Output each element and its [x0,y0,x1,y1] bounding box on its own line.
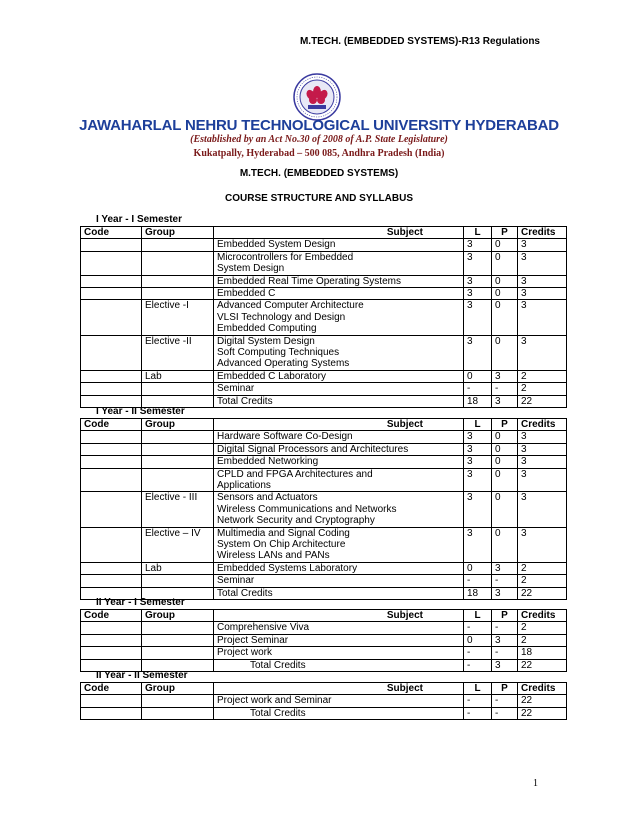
cell-code [81,575,142,587]
table-row [81,622,567,634]
col-l: L [464,419,492,431]
cell-subject: Multimedia and Signal Coding System On Chip Architecture Wireless LANs and PANs [214,527,464,562]
university-name: JAWAHARLAL NEHRU TECHNOLOGICAL UNIVERSITY HYDERABAD [79,117,559,134]
cell-code [81,695,142,707]
cell-credits: 3 [518,275,567,287]
cell-l: 0 [464,562,492,574]
cell-credits: 3 [518,527,567,562]
cell-group [142,468,214,492]
cell-subject: Digital System Design Soft Computing Techniques Advanced Operating Systems [214,335,464,370]
cell-subject: Project work [214,647,464,659]
cell-p: 0 [492,456,518,468]
table-row [81,370,567,382]
cell-code [81,456,142,468]
cell-group [142,695,214,707]
col-credits: Credits [518,419,567,431]
university-seal-logo [292,72,342,122]
cell-credits: 22 [518,395,567,407]
cell-subject: Advanced Computer Architecture VLSI Technology and Design Embedded Computing [214,300,464,335]
cell-group [142,443,214,455]
semester-heading: I Year - II Semester [96,406,185,417]
program-title: M.TECH. (EMBEDDED SYSTEMS) [239,168,399,179]
table-row [81,492,567,527]
cell-group [142,456,214,468]
cell-credits: 3 [518,239,567,251]
cell-code [81,527,142,562]
table-row [81,634,567,646]
cell-p: 3 [492,562,518,574]
cell-l: 18 [464,395,492,407]
cell-group: Elective – IV [142,527,214,562]
semester-heading: I Year - I Semester [96,214,182,225]
cell-l: 0 [464,370,492,382]
cell-group: Elective - III [142,492,214,527]
col-group: Group [142,419,214,431]
cell-code [81,288,142,300]
semester-1-section [80,214,556,408]
cell-credits: 22 [518,695,567,707]
cell-code [81,431,142,443]
cell-group: Elective -II [142,335,214,370]
cell-group [142,383,214,395]
cell-credits: 2 [518,370,567,382]
cell-credits: 3 [518,492,567,527]
col-subject: Subject [214,683,464,695]
cell-subject: Embedded Systems Laboratory [214,562,464,574]
table-row [81,300,567,335]
cell-p: - [492,622,518,634]
semester-2-table [80,418,567,600]
cell-p: 3 [492,659,518,671]
cell-p: 0 [492,431,518,443]
col-p: P [492,419,518,431]
cell-code [81,335,142,370]
cell-subject: Digital Signal Processors and Architectures [214,443,464,455]
cell-p: 3 [492,395,518,407]
cell-l: - [464,622,492,634]
cell-subject: Seminar [214,383,464,395]
cell-code [81,707,142,719]
cell-subject: Embedded C [214,288,464,300]
table-row [81,456,567,468]
cell-subject: Total Credits [214,659,464,671]
cell-group [142,707,214,719]
cell-credits: 18 [518,647,567,659]
cell-subject: CPLD and FPGA Architectures and Applications [214,468,464,492]
table-row [81,335,567,370]
cell-l: 3 [464,468,492,492]
cell-group [142,251,214,275]
cell-code [81,468,142,492]
cell-l: 3 [464,288,492,300]
semester-3-section [80,597,556,672]
semester-heading: II Year - I Semester [96,597,185,608]
cell-l: 3 [464,239,492,251]
cell-p: - [492,707,518,719]
cell-group [142,275,214,287]
cell-credits: 3 [518,335,567,370]
cell-subject: Total Credits [214,707,464,719]
col-credits: Credits [518,227,567,239]
semester-4-table [80,682,567,720]
cell-l: 3 [464,431,492,443]
table-row [81,443,567,455]
col-group: Group [142,683,214,695]
cell-l: - [464,659,492,671]
cell-credits: 22 [518,659,567,671]
table-row [81,575,567,587]
cell-subject: Project Seminar [214,634,464,646]
cell-credits: 3 [518,468,567,492]
cell-l: 3 [464,300,492,335]
cell-p: 0 [492,335,518,370]
cell-p: 0 [492,492,518,527]
cell-subject: Sensors and Actuators Wireless Communications and Networks Network Security and Cryptography [214,492,464,527]
cell-l: 18 [464,587,492,599]
table-row [81,707,567,719]
cell-l: 3 [464,527,492,562]
cell-p: 0 [492,251,518,275]
table-row [81,288,567,300]
cell-credits: 2 [518,562,567,574]
cell-subject: Total Credits [214,587,464,599]
cell-l: - [464,647,492,659]
cell-p: 0 [492,527,518,562]
university-establishment: (Established by an Act No.30 of 2008 of A.P. State Legislature) [190,134,448,145]
cell-code [81,370,142,382]
table-row [81,251,567,275]
university-address: Kukatpally, Hyderabad – 500 085, Andhra Pradesh (India) [193,148,445,159]
table-row [81,468,567,492]
cell-code [81,251,142,275]
cell-l: 3 [464,335,492,370]
cell-group: Lab [142,370,214,382]
cell-group [142,431,214,443]
cell-credits: 3 [518,456,567,468]
col-p: P [492,610,518,622]
cell-p: - [492,575,518,587]
col-subject: Subject [214,419,464,431]
cell-credits: 22 [518,587,567,599]
cell-l: 0 [464,634,492,646]
col-code: Code [81,227,142,239]
col-code: Code [81,683,142,695]
cell-credits: 3 [518,431,567,443]
semester-2-section [80,406,556,600]
cell-group: Lab [142,562,214,574]
col-subject: Subject [214,227,464,239]
cell-group [142,647,214,659]
cell-credits: 3 [518,300,567,335]
cell-l: 3 [464,443,492,455]
cell-subject: Microcontrollers for Embedded System Design [214,251,464,275]
table-row [81,527,567,562]
col-group: Group [142,227,214,239]
cell-p: 0 [492,468,518,492]
semester-4-section [80,670,556,720]
semester-1-table [80,226,567,408]
semester-3-table [80,609,567,672]
cell-code [81,383,142,395]
semester-heading: II Year - II Semester [96,670,188,681]
cell-subject: Embedded Networking [214,456,464,468]
cell-p: 3 [492,370,518,382]
cell-code [81,443,142,455]
page-header: M.TECH. (EMBEDDED SYSTEMS)-R13 Regulations [299,36,540,47]
col-p: P [492,683,518,695]
cell-group [142,634,214,646]
cell-l: - [464,383,492,395]
table-row [81,695,567,707]
cell-p: 3 [492,587,518,599]
cell-code [81,275,142,287]
cell-p: 3 [492,634,518,646]
cell-credits: 2 [518,383,567,395]
cell-group [142,622,214,634]
col-l: L [464,227,492,239]
cell-group [142,288,214,300]
col-p: P [492,227,518,239]
cell-subject: Hardware Software Co-Design [214,431,464,443]
cell-p: 0 [492,300,518,335]
cell-subject: Project work and Seminar [214,695,464,707]
col-code: Code [81,419,142,431]
course-title: COURSE STRUCTURE AND SYLLABUS [225,193,413,204]
col-credits: Credits [518,683,567,695]
table-row [81,239,567,251]
cell-code [81,562,142,574]
cell-code [81,622,142,634]
cell-p: - [492,383,518,395]
cell-group: Elective -I [142,300,214,335]
cell-code [81,634,142,646]
table-row [81,647,567,659]
cell-credits: 3 [518,288,567,300]
cell-subject: Comprehensive Viva [214,622,464,634]
cell-subject: Embedded System Design [214,239,464,251]
col-subject: Subject [214,610,464,622]
table-row [81,562,567,574]
cell-subject: Total Credits [214,395,464,407]
col-l: L [464,610,492,622]
cell-l: 3 [464,456,492,468]
table-row [81,431,567,443]
cell-l: - [464,707,492,719]
cell-l: - [464,575,492,587]
cell-credits: 2 [518,622,567,634]
cell-credits: 2 [518,634,567,646]
cell-group [142,575,214,587]
col-l: L [464,683,492,695]
cell-subject: Seminar [214,575,464,587]
cell-credits: 3 [518,443,567,455]
cell-subject: Embedded Real Time Operating Systems [214,275,464,287]
cell-l: 3 [464,492,492,527]
cell-group [142,239,214,251]
cell-l: 3 [464,251,492,275]
cell-code [81,492,142,527]
cell-l: 3 [464,275,492,287]
cell-credits: 3 [518,251,567,275]
cell-p: 0 [492,275,518,287]
cell-l: - [464,695,492,707]
page-number: 1 [533,778,538,789]
cell-credits: 2 [518,575,567,587]
cell-credits: 22 [518,707,567,719]
cell-subject: Embedded C Laboratory [214,370,464,382]
cell-p: - [492,647,518,659]
cell-p: - [492,695,518,707]
cell-p: 0 [492,288,518,300]
cell-p: 0 [492,443,518,455]
table-row [81,383,567,395]
cell-code [81,647,142,659]
cell-code [81,300,142,335]
col-credits: Credits [518,610,567,622]
cell-code [81,239,142,251]
col-code: Code [81,610,142,622]
col-group: Group [142,610,214,622]
cell-p: 0 [492,239,518,251]
table-row [81,275,567,287]
